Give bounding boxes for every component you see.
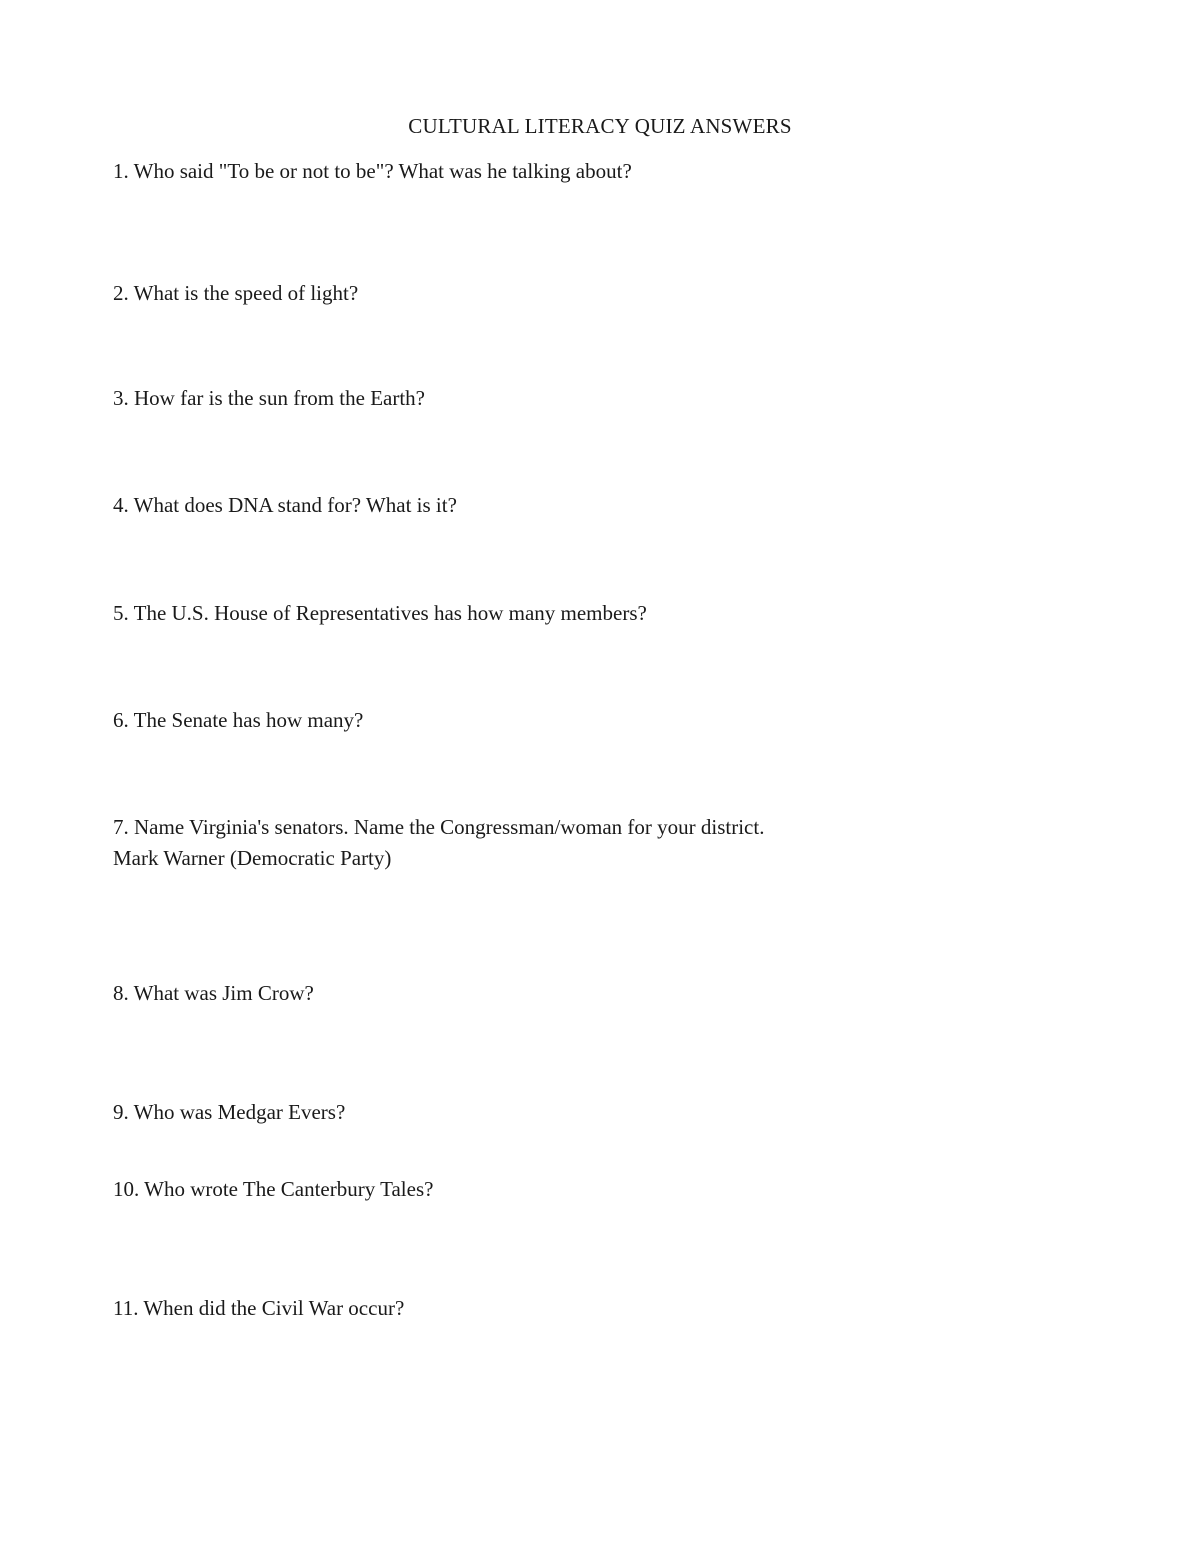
question-5: 5. The U.S. House of Representatives has how many members? — [113, 601, 647, 625]
question-10: 10. Who wrote The Canterbury Tales? — [113, 1177, 434, 1201]
question-6: 6. The Senate has how many? — [113, 708, 364, 732]
question-8: 8. What was Jim Crow? — [113, 981, 314, 1005]
question-1: 1. Who said "To be or not to be"? What was he talking about? — [113, 159, 632, 183]
question-7: 7. Name Virginia's senators. Name the Congressman/woman for your district. — [113, 815, 765, 839]
question-2: 2. What is the speed of light? — [113, 281, 359, 305]
question-11: 11. When did the Civil War occur? — [113, 1296, 405, 1320]
question-3: 3. How far is the sun from the Earth? — [113, 386, 425, 410]
question-9: 9. Who was Medgar Evers? — [113, 1100, 346, 1124]
answer-7: Mark Warner (Democratic Party) — [113, 846, 392, 870]
question-4: 4. What does DNA stand for? What is it? — [113, 493, 457, 517]
page-title: CULTURAL LITERACY QUIZ ANSWERS — [408, 114, 792, 138]
